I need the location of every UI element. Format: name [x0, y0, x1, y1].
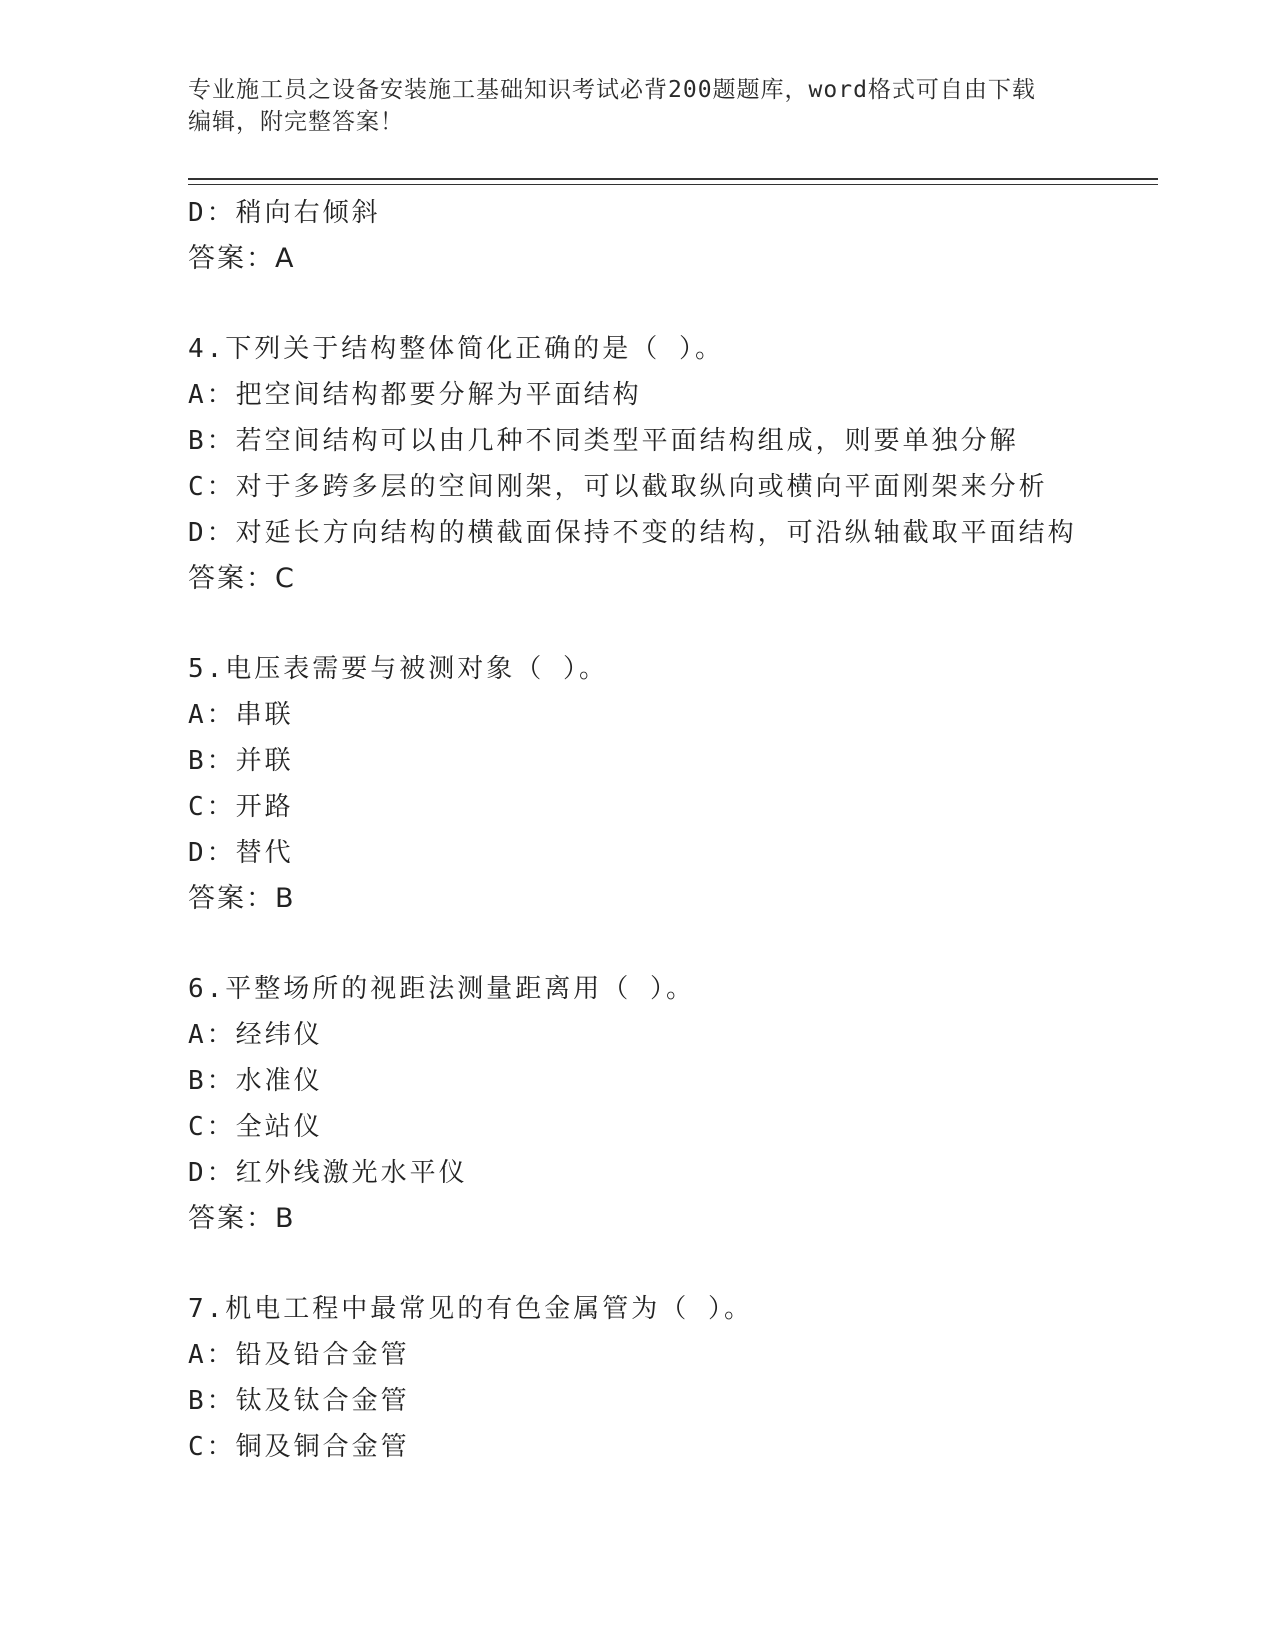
document-body: [188, 190, 1188, 1470]
option-b: B：并联: [188, 746, 294, 776]
option-c: C：开路: [188, 792, 294, 822]
spacer: [188, 602, 1188, 646]
question-stem: 5.电压表需要与被测对象（ ）。: [188, 654, 608, 684]
option-c: C：全站仪: [188, 1112, 323, 1142]
question-stem: 6.平整场所的视距法测量距离用（ ）。: [188, 974, 695, 1004]
spacer: [188, 282, 1188, 326]
header-divider-thin: [188, 184, 1158, 185]
option-a: A：铅及铅合金管: [188, 1340, 410, 1370]
question-stem: 4.下列关于结构整体简化正确的是（ ）。: [188, 334, 724, 364]
option-d: D：红外线激光水平仪: [188, 1158, 468, 1188]
option-b: B：钛及钛合金管: [188, 1386, 410, 1416]
question-7: [188, 1286, 1188, 1470]
option-d: D：稍向右倾斜: [188, 198, 381, 228]
header-divider-thick: [188, 178, 1158, 180]
header-title-line-1: 专业施工员之设备安装施工基础知识考试必背200题题库，word格式可自由下载: [188, 77, 1036, 103]
question-4: [188, 326, 1188, 602]
option-d: D：对延长方向结构的横截面保持不变的结构，可沿纵轴截取平面结构: [188, 518, 1077, 548]
option-a: A：把空间结构都要分解为平面结构: [188, 380, 642, 410]
carryover-question: [188, 190, 1188, 282]
answer-line: 答案：B: [188, 883, 296, 914]
option-d: D：替代: [188, 838, 294, 868]
option-a: A：串联: [188, 700, 294, 730]
option-b: B：水准仪: [188, 1066, 323, 1096]
answer-line: 答案：A: [188, 243, 296, 274]
header-title-line-2: 编辑，附完整答案！: [188, 109, 404, 135]
question-stem: 7.机电工程中最常见的有色金属管为（ ）。: [188, 1294, 753, 1324]
spacer: [188, 1242, 1188, 1286]
question-5: [188, 646, 1188, 922]
answer-line: 答案：B: [188, 1203, 296, 1234]
option-c: C：铜及铜合金管: [188, 1432, 410, 1462]
document-header: [188, 74, 1088, 138]
question-6: [188, 966, 1188, 1242]
option-a: A：经纬仪: [188, 1020, 323, 1050]
answer-line: 答案：C: [188, 563, 296, 594]
spacer: [188, 922, 1188, 966]
option-b: B：若空间结构可以由几种不同类型平面结构组成，则要单独分解: [188, 426, 1019, 456]
option-c: C：对于多跨多层的空间刚架，可以截取纵向或横向平面刚架来分析: [188, 472, 1048, 502]
